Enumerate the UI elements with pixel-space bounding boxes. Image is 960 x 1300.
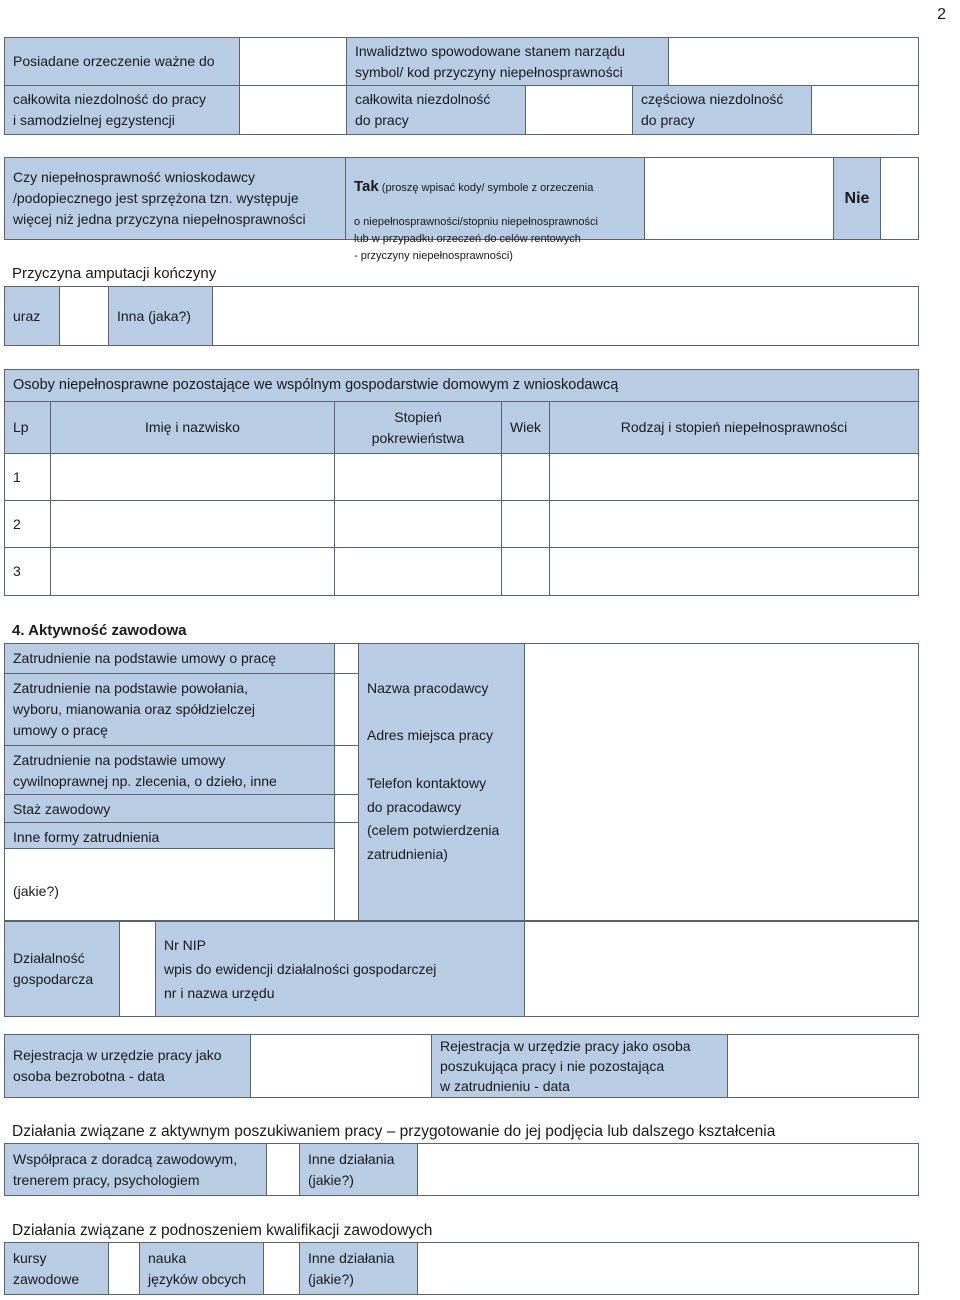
- coupled-disability-no-checkbox[interactable]: [880, 157, 919, 240]
- household-disability-field[interactable]: [549, 500, 919, 548]
- household-col-relation: Stopień pokrewieństwa: [334, 401, 502, 454]
- page-number: 2: [937, 6, 946, 23]
- employment-contract-checkbox[interactable]: [334, 643, 359, 674]
- coupled-disability-question: Czy niepełnosprawność wnioskodawcy /podopiecznego jest sprzężona tzn. występuje więcej niż jedna przyczyna niepełnosprawności: [4, 157, 346, 240]
- job-search-other-field[interactable]: [417, 1143, 919, 1196]
- registration-unemployed-date-field[interactable]: [250, 1034, 432, 1098]
- registration-job-seeker-date-field[interactable]: [727, 1034, 919, 1098]
- employer-details-field[interactable]: [524, 643, 919, 921]
- employer-labels-panel: [358, 643, 525, 921]
- work-address-label: Adres miejsca pracy: [367, 727, 494, 743]
- qualifications-other-label: Inne działania (jakie?): [299, 1242, 418, 1295]
- household-name-field[interactable]: [50, 500, 335, 548]
- amputation-other-field[interactable]: [212, 286, 919, 346]
- household-heading: Osoby niepełnosprawne pozostające we wspólnym gospodarstwie domowym z wnioskodawcą: [4, 369, 919, 402]
- coupled-disability-yes-header: [354, 178, 636, 197]
- appointment-checkbox[interactable]: [334, 673, 359, 746]
- internship-checkbox[interactable]: [334, 794, 359, 823]
- amputation-other-label: Inna (jaka?): [108, 286, 213, 346]
- yes-note-rest: o niepełnosprawności/stopniu niepełnosprawności lub w przypadku orzeczeń do celów rentowych - przyczyny niepełnosprawności): [354, 216, 598, 262]
- counselor-checkbox[interactable]: [266, 1143, 300, 1196]
- courses-label: kursy zawodowe: [4, 1242, 109, 1295]
- household-col-name: Imię i nazwisko: [50, 401, 335, 454]
- civil-contract-checkbox[interactable]: [334, 745, 359, 795]
- employment-contract-label: Zatrudnienie na podstawie umowy o pracę: [4, 643, 335, 674]
- organ-symbol-label: Inwalidztwo spowodowane stanem narządu symbol/ kod przyczyny niepełnosprawności: [346, 37, 669, 86]
- household-relation-field[interactable]: [334, 453, 502, 501]
- household-disability-field[interactable]: [549, 547, 919, 596]
- languages-label: nauka języków obcych: [139, 1242, 264, 1295]
- job-search-heading: Działania związane z aktywnym poszukiwaniem pracy – przygotowanie do jej podjęcia lub dalszego kształcenia: [12, 1123, 776, 1140]
- business-details-field[interactable]: [524, 921, 919, 1017]
- business-label: Działalność gospodarcza: [4, 921, 120, 1017]
- internship-label: Staż zawodowy: [4, 794, 335, 823]
- employer-name-label: Nazwa pracodawcy: [367, 680, 489, 696]
- counselor-label: Współpraca z doradcą zawodowym, trenerem pracy, psychologiem: [4, 1143, 267, 1196]
- employer-phone-label: Telefon kontaktowy do pracodawcy (celem potwierdzenia zatrudnienia): [367, 775, 500, 862]
- partial-inability-label: częściowa niezdolność do pracy: [632, 85, 812, 135]
- partial-inability-field[interactable]: [811, 85, 919, 135]
- household-row-number: 1: [4, 453, 51, 501]
- other-forms-field[interactable]: [4, 848, 335, 921]
- amputation-injury-checkbox[interactable]: [59, 286, 109, 346]
- registration-job-seeker-label: Rejestracja w urzędzie pracy jako osoba poszukująca pracy i nie pozostająca w zatrudnieniu - data: [431, 1034, 728, 1098]
- qualifications-other-field[interactable]: [417, 1242, 919, 1295]
- household-name-field[interactable]: [50, 547, 335, 596]
- certificate-valid-until-label: Posiadane orzeczenie ważne do: [4, 37, 240, 86]
- coupled-disability-no-label: Nie: [833, 157, 881, 240]
- complete-inability-field[interactable]: [525, 85, 633, 135]
- complete-inability-independent-label: całkowita niezdolność do pracy i samodzielnej egzystencji: [4, 85, 240, 135]
- other-forms-checkbox[interactable]: [334, 822, 359, 921]
- coupled-disability-codes-field[interactable]: [644, 157, 834, 240]
- household-age-field[interactable]: [501, 500, 550, 548]
- certificate-valid-until-field[interactable]: [239, 37, 347, 86]
- yes-title: Tak: [354, 178, 379, 195]
- other-forms-label: Inne formy zatrudnienia: [4, 822, 335, 849]
- registration-unemployed-label: Rejestracja w urzędzie pracy jako osoba bezrobotna - data: [4, 1034, 251, 1098]
- languages-checkbox[interactable]: [263, 1242, 300, 1295]
- household-col-age: Wiek: [501, 401, 550, 454]
- household-relation-field[interactable]: [334, 500, 502, 548]
- organ-symbol-field[interactable]: [668, 37, 919, 86]
- work-heading: 4. Aktywność zawodowa: [12, 622, 187, 639]
- job-search-other-label: Inne działania (jakie?): [299, 1143, 418, 1196]
- business-checkbox[interactable]: [119, 921, 156, 1017]
- complete-inability-label: całkowita niezdolność do pracy: [346, 85, 526, 135]
- household-row-number: 3: [4, 547, 51, 596]
- other-forms-what-label: (jakie?): [13, 883, 59, 899]
- complete-inability-independent-field[interactable]: [239, 85, 347, 135]
- household-col-lp: Lp: [4, 401, 51, 454]
- household-row-number: 2: [4, 500, 51, 548]
- household-disability-field[interactable]: [549, 453, 919, 501]
- household-relation-field[interactable]: [334, 547, 502, 596]
- yes-note-inline: (proszę wpisać kody/ symbole z orzeczenia: [381, 182, 594, 194]
- coupled-disability-yes-option[interactable]: [345, 157, 645, 262]
- household-name-field[interactable]: [50, 453, 335, 501]
- qualifications-heading: Działania związane z podnoszeniem kwalifikacji zawodowych: [12, 1222, 433, 1239]
- household-col-disability: Rodzaj i stopień niepełnosprawności: [549, 401, 919, 454]
- appointment-label: Zatrudnienie na podstawie powołania, wyboru, mianowania oraz spółdzielczej umowy o pracę: [4, 673, 335, 746]
- amputation-injury-label: uraz: [4, 286, 60, 346]
- amputation-heading: Przyczyna amputacji kończyny: [12, 265, 217, 282]
- household-age-field[interactable]: [501, 547, 550, 596]
- courses-checkbox[interactable]: [108, 1242, 140, 1295]
- civil-contract-label: Zatrudnienie na podstawie umowy cywilnoprawnej np. zlecenia, o dzieło, inne: [4, 745, 335, 795]
- business-details-label: Nr NIP wpis do ewidencji działalności gospodarczej nr i nazwa urzędu: [155, 921, 525, 1017]
- household-age-field[interactable]: [501, 453, 550, 501]
